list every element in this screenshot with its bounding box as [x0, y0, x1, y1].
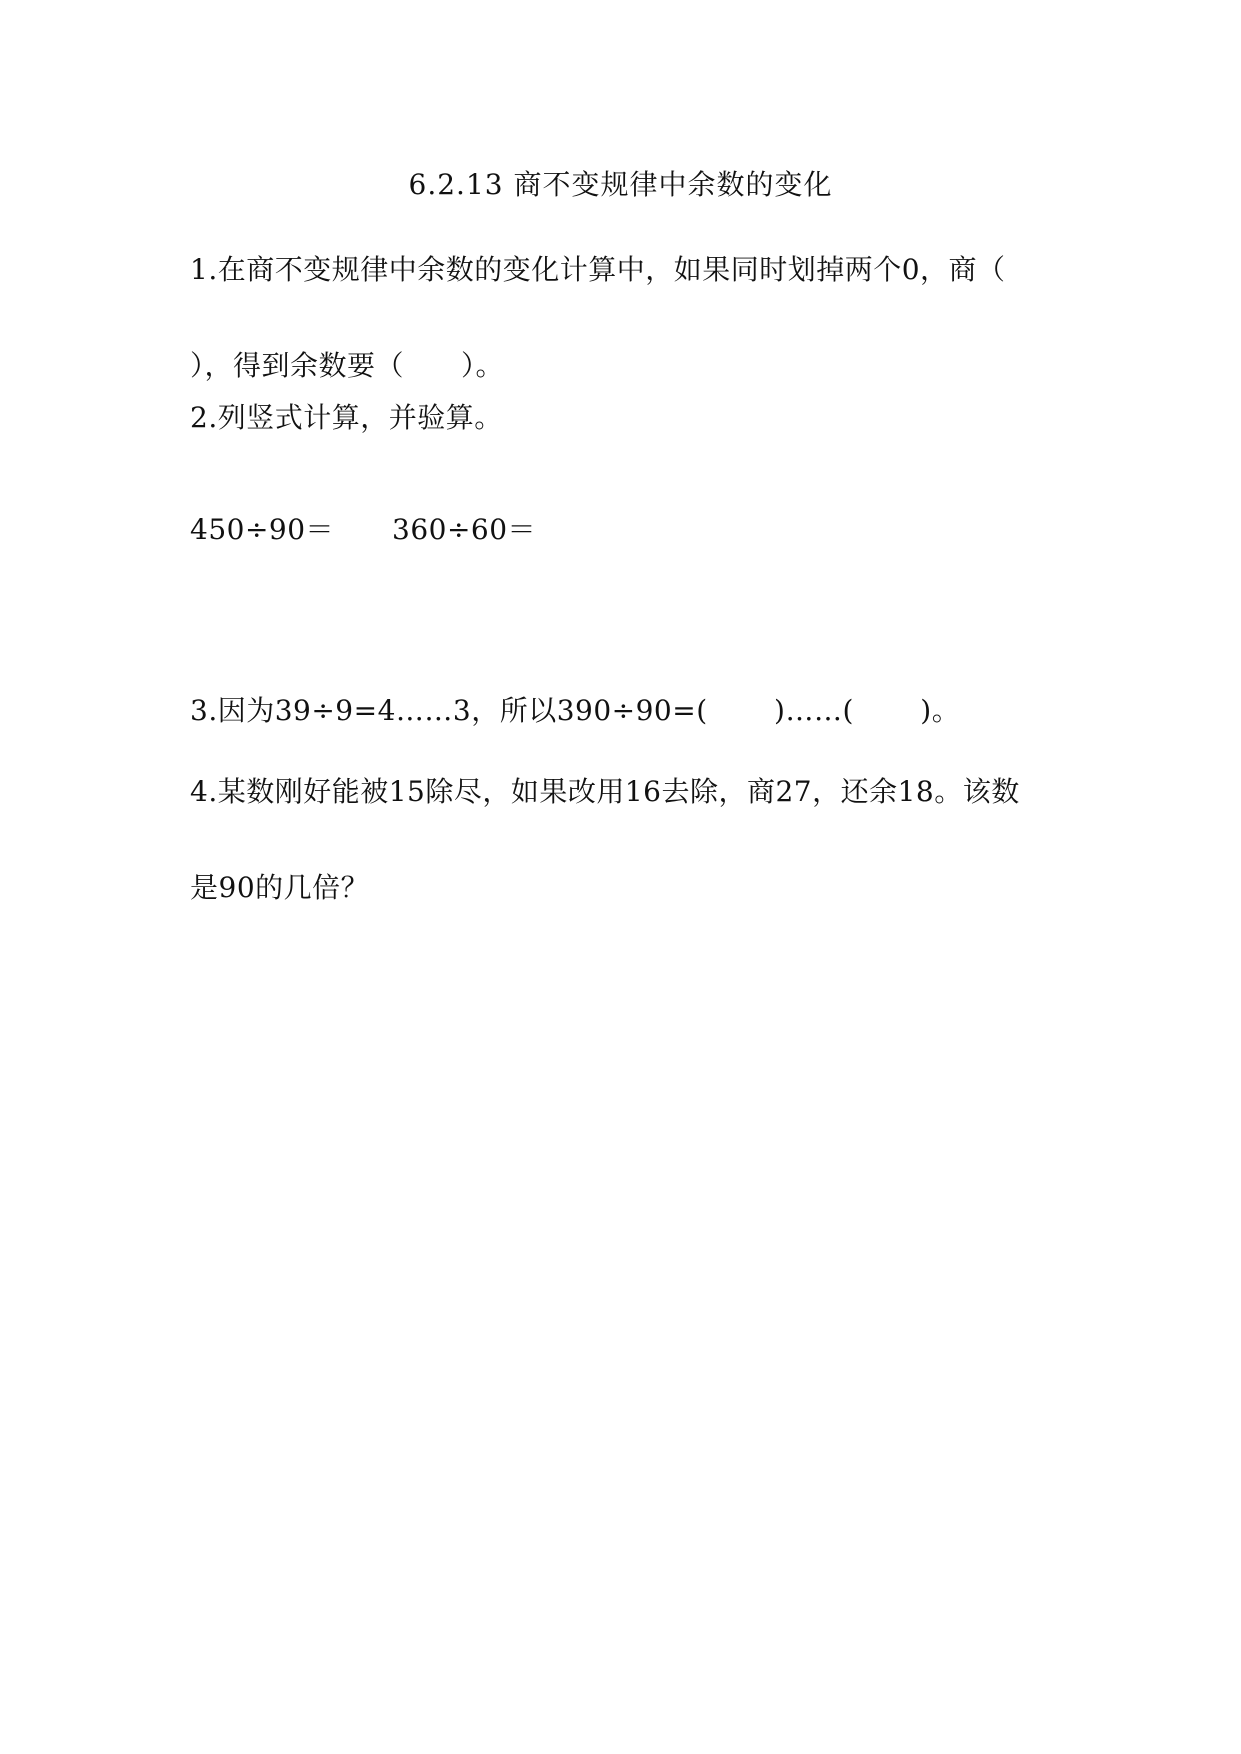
question-1-line-2: ），得到余数要（ ）。	[190, 349, 505, 382]
question-4-line-2: 是90的几倍？	[190, 871, 370, 904]
question-1-line-1: 1.在商不变规律中余数的变化计算中，如果同时划掉两个0，商（	[190, 253, 1006, 286]
question-4-line-1: 4.某数刚好能被15除尽，如果改用16去除，商27，还余18。该数	[190, 775, 1020, 808]
question-2-calc-1: 450÷90＝	[190, 513, 335, 546]
page-title: 6.2.13 商不变规律中余数的变化	[408, 168, 833, 201]
question-3: 3.因为39÷9=4……3，所以390÷90=( )……( )。	[190, 694, 961, 727]
question-2-calc-2: 360÷60＝	[392, 513, 537, 546]
question-2: 2.列竖式计算，并验算。	[190, 401, 503, 434]
